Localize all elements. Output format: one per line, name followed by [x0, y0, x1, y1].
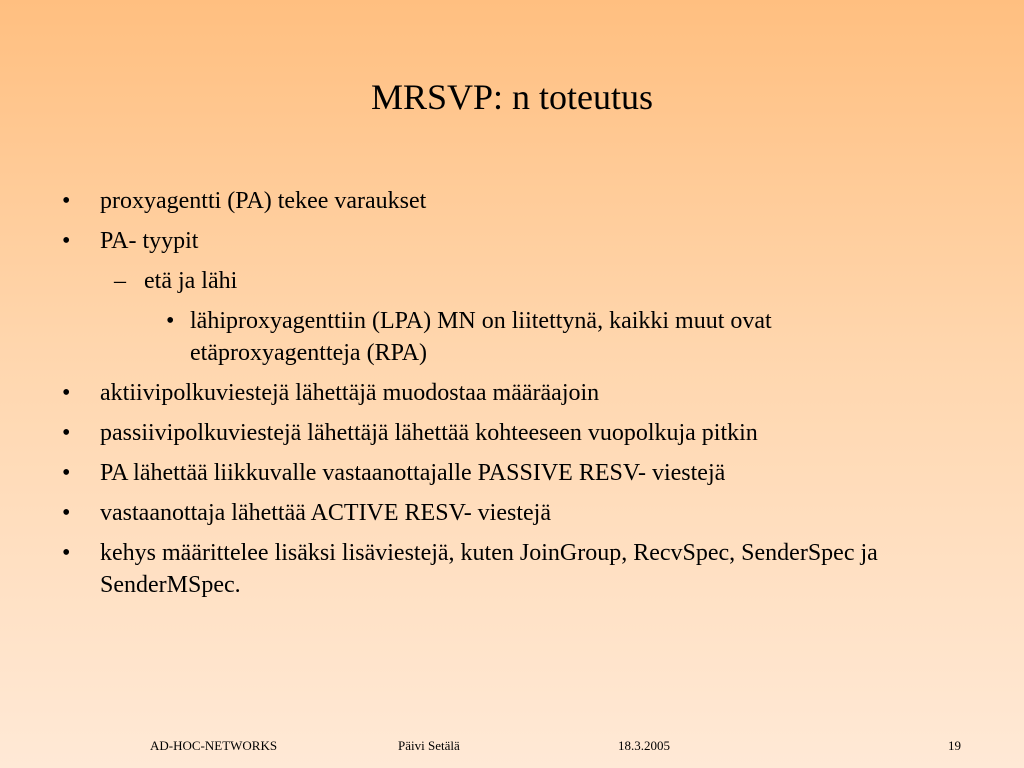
bullet-item	[0, 537, 1024, 601]
bullet-marker: •	[62, 540, 71, 566]
slide-title: MRSVP: n toteutus	[370, 77, 654, 117]
bullet-marker: •	[62, 420, 71, 446]
bullet-marker: •	[166, 308, 175, 334]
bullet-text: PA- tyypit	[100, 228, 199, 254]
bullet-marker: •	[62, 460, 71, 486]
bullet-marker: •	[62, 380, 71, 406]
footer-date: 18.3.2005	[618, 738, 670, 753]
bullet-marker: •	[62, 188, 71, 214]
bullet-marker: •	[62, 228, 71, 254]
sub-sub-bullet-text: lähiproxyagenttiin (LPA) MN on liitettynä, kaikki muut ovat etäproxyagentteja (RPA)	[190, 308, 772, 366]
footer-author: Päivi Setälä	[398, 738, 460, 753]
sub-bullet-text: etä ja lähi	[144, 268, 238, 294]
bullet-item	[0, 417, 1024, 449]
footer-course: AD-HOC-NETWORKS	[150, 738, 278, 753]
bullet-text: kehys määrittelee lisäksi lisäviestejä, kuten JoinGroup, RecvSpec, SenderSpec ja SenderMSpec.	[100, 540, 878, 598]
sub-bullet-item	[0, 265, 1024, 297]
bullet-text: PA lähettää liikkuvalle vastaanottajalle PASSIVE RESV- viestejä	[100, 460, 726, 486]
bullet-text: aktiivipolkuviestejä lähettäjä muodostaa määräajoin	[100, 380, 600, 406]
bullet-item	[0, 457, 1024, 489]
slide-footer	[0, 738, 1024, 754]
bullet-item	[0, 185, 1024, 217]
bullet-item	[0, 225, 1024, 257]
bullet-text: vastaanottaja lähettää ACTIVE RESV- viestejä	[100, 500, 551, 526]
bullet-marker: •	[62, 500, 71, 526]
bullet-item	[0, 497, 1024, 529]
bullet-text: proxyagentti (PA) tekee varaukset	[100, 188, 427, 214]
bullet-text: passiivipolkuviestejä lähettäjä lähettää kohteeseen vuopolkuja pitkin	[100, 420, 758, 446]
bullet-list	[0, 185, 1024, 609]
footer-page-number: 19	[948, 738, 961, 753]
sub-sub-bullet-item	[0, 305, 1024, 369]
dash-marker: –	[114, 268, 126, 294]
bullet-item	[0, 377, 1024, 409]
